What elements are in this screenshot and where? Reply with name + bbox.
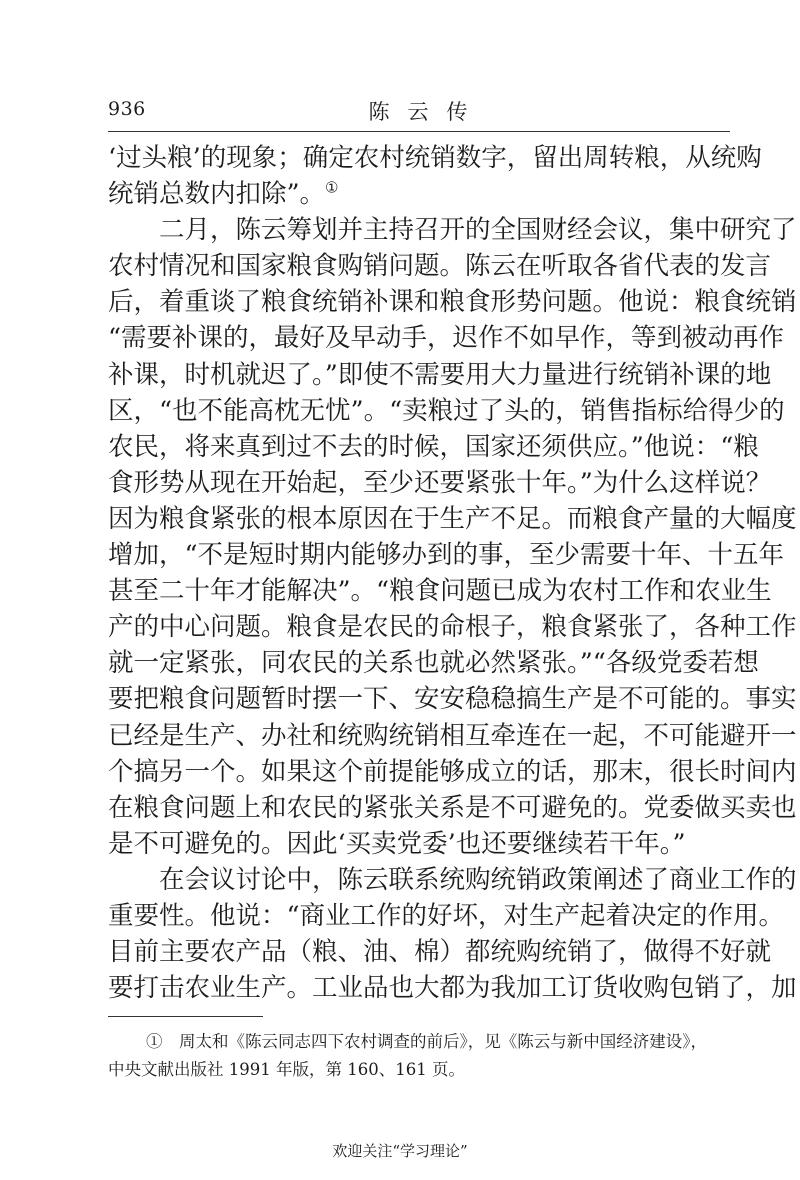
paragraph-first-line: 在会议讨论中，陈云联系统购统销政策阐述了商业工作的 [159, 864, 797, 895]
text-line: 农村情况和国家粮食购销问题。陈云在听取各省代表的发言 [108, 251, 772, 282]
paragraph-first-line: 二月，陈云筹划并主持召开的全国财经会议，集中研究了 [159, 215, 797, 246]
text-line: 甚至二十年才能解决”。“粮食问题已成为农村工作和农业生 [108, 576, 772, 607]
text-line: 要把粮食问题暂时摆一下、安安稳稳搞生产是不可能的。事实 [108, 684, 797, 715]
footnote-line: ① 周太和《陈云同志四下农村调查的前后》，见《陈云与新中国经济建设》， [146, 1032, 707, 1051]
text-line: 重要性。他说：“商业工作的好坏，对生产起着决定的作用。 [108, 900, 785, 931]
header-rule [108, 131, 730, 132]
footer-note: 欢迎关注“学习理论” [332, 1142, 468, 1160]
text-line: 个搞另一个。如果这个前提能够成立的话，那末，很长时间内 [108, 756, 797, 787]
text-line: 要打击农业生产。工业品也大都为我加工订货收购包销了，加 [108, 973, 797, 1004]
text-line: 是不可避免的。因此‘买卖党委’也还要继续若干年。” [108, 828, 686, 859]
body-text [108, 140, 797, 1006]
running-title: 陈云传 [368, 100, 486, 124]
text-line: “需要补课的，最好及早动手，迟作不如早作，等到被动再作 [108, 323, 785, 354]
text-line: ‘过头粮’的现象；确定农村统销数字，留出周转粮，从统购 [108, 143, 762, 173]
text-line: 产的中心问题。粮食是农民的命根子，粮食紧张了，各种工作 [108, 612, 797, 643]
page-number: 936 [108, 98, 146, 120]
text-line: 就一定紧张，同农民的关系也就必然紧张。”“各级党委若想 [108, 648, 759, 679]
text-line-content: 统销总数内扣除”。 [108, 179, 326, 210]
text-line: 后，着重谈了粮食统销补课和粮食形势问题。他说：粮食统销 [108, 287, 797, 318]
footnote-rule [108, 1016, 263, 1017]
text-line: 已经是生产、办社和统购统销相互牵连在一起，不可能避开一 [108, 720, 797, 751]
text-line: 农民，将来真到过不去的时候，国家还须供应。”他说：“粮 [108, 431, 759, 462]
text-line: 区，“也不能高枕无忧”。“卖粮过了头的，销售指标给得少的 [108, 395, 785, 426]
footnote-line: 中央文献出版社 1991 年版，第 160、161 页。 [108, 1060, 465, 1079]
text-line: 食形势从现在开始起，至少还要紧张十年。”为什么这样说？ [108, 467, 772, 498]
text-line: 补课，时机就迟了。”即使不需要用大力量进行统销补课的地 [108, 359, 772, 390]
text-line: 因为粮食紧张的根本原因在于生产不足。而粮食产量的大幅度 [108, 503, 797, 534]
footnote-reference[interactable]: ① [325, 178, 339, 197]
text-line: 在粮食问题上和农民的紧张关系是不可避免的。党委做买卖也 [108, 792, 797, 823]
footnote [108, 1028, 730, 1084]
text-line [108, 176, 730, 212]
page-header [108, 96, 728, 126]
text-line: 增加，“不是短时期内能够办到的事，至少需要十年、十五年 [108, 540, 785, 571]
text-line: 目前主要农产品（粮、油、棉）都统购统销了，做得不好就 [108, 937, 772, 968]
